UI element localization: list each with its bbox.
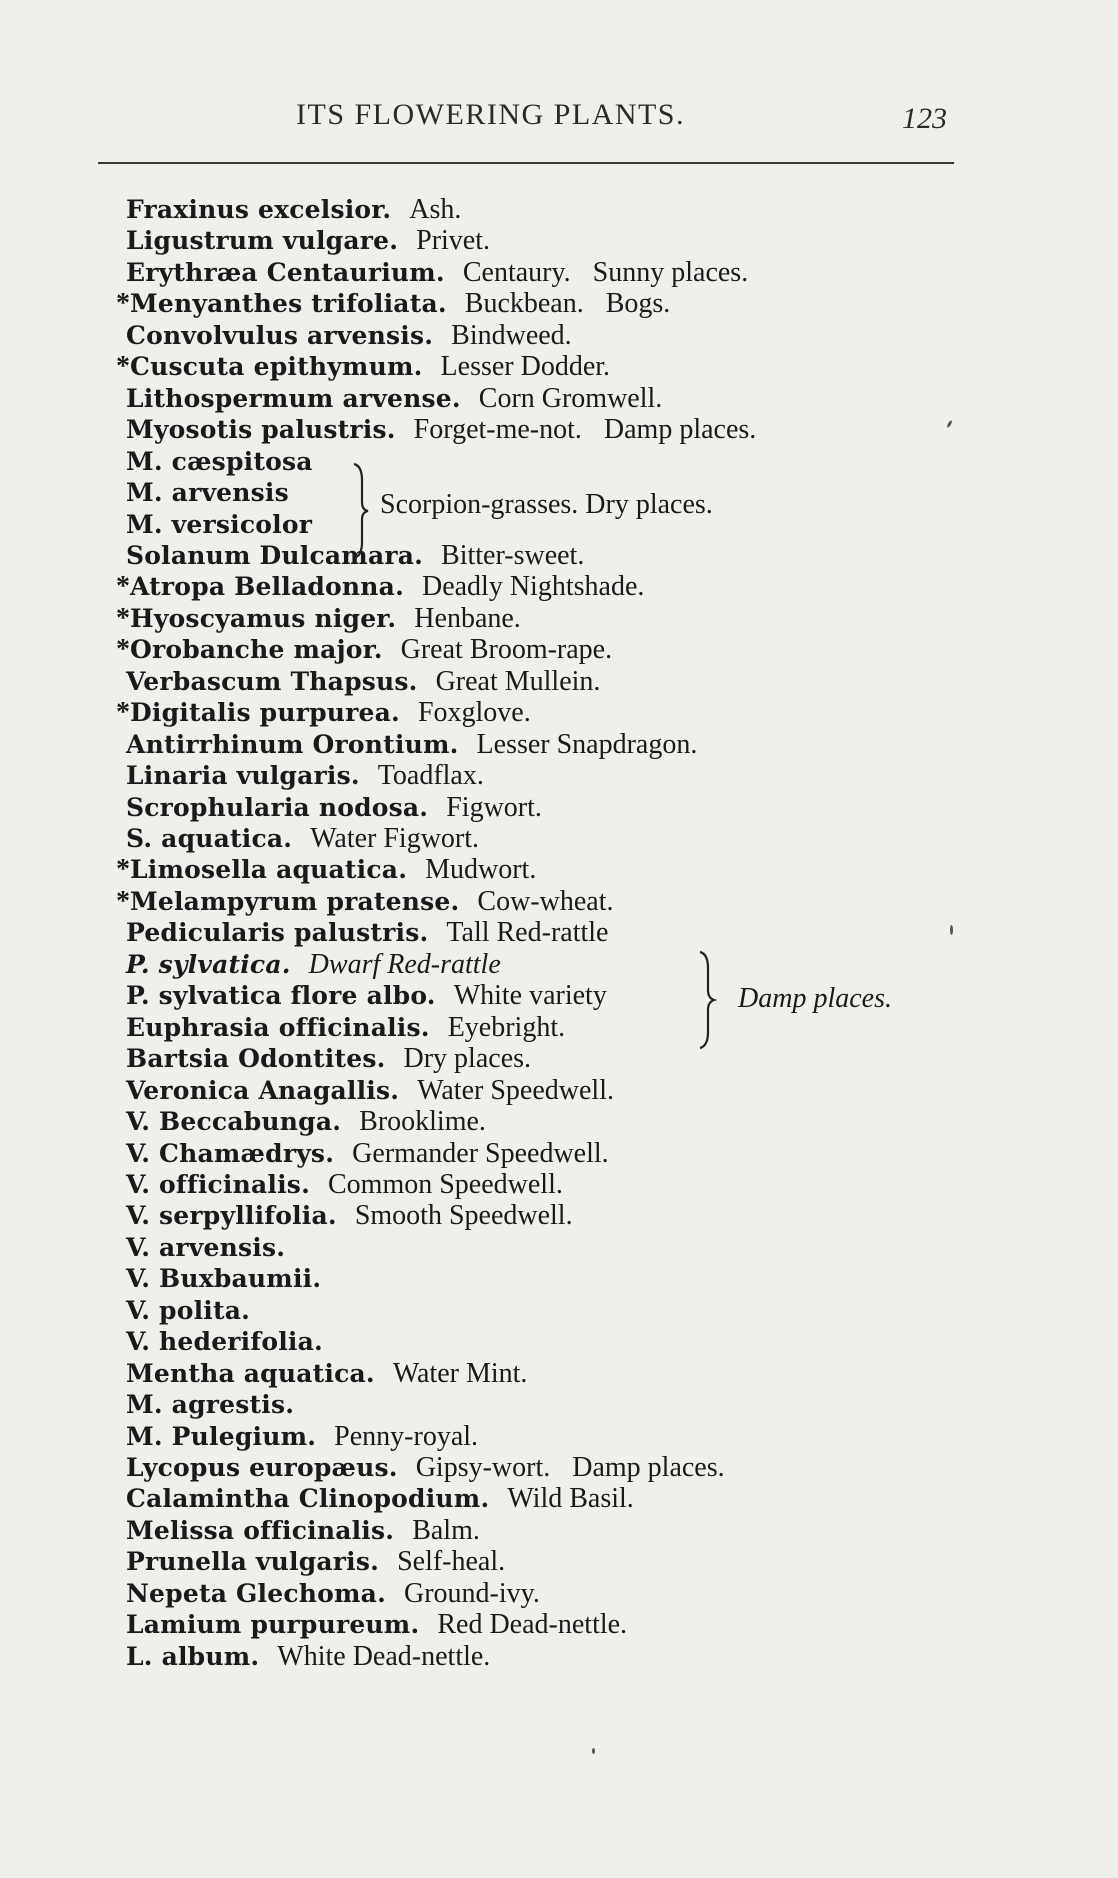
plant-entry — [126, 1389, 294, 1421]
print-speck — [950, 925, 953, 935]
common-name: Ash. — [409, 194, 462, 225]
common-name: Lesser Dodder. — [440, 351, 611, 383]
scientific-name: Euphrasia officinalis. — [126, 1012, 430, 1042]
scientific-name: Linaria vulgaris. — [126, 761, 360, 791]
common-name: Foxglove. — [417, 697, 531, 729]
common-name: Water Speedwell. — [417, 1074, 614, 1106]
common-name: Common Speedwell. — [327, 1168, 563, 1200]
native-marker: * — [116, 854, 130, 886]
native-marker: * — [116, 351, 130, 383]
plant-entry — [126, 446, 313, 478]
common-name: Wild Basil. — [507, 1483, 634, 1515]
plant-entry — [126, 1232, 285, 1264]
plant-entry — [126, 1138, 609, 1170]
common-name: Eyebright. — [447, 1011, 566, 1043]
plant-entry — [126, 1515, 480, 1547]
plant-entry — [126, 1043, 531, 1075]
common-name: White Dead-nettle. — [277, 1640, 491, 1672]
common-name: Mudwort. — [425, 854, 537, 886]
scientific-name: M. agrestis. — [126, 1390, 295, 1420]
plant-entry — [126, 1641, 490, 1673]
plant-entry — [126, 1263, 321, 1295]
scientific-name: M. arvensis — [126, 478, 289, 508]
scientific-name: Lamium purpureum. — [126, 1610, 420, 1640]
plant-entry — [126, 1295, 250, 1327]
plant-entry — [126, 1200, 573, 1232]
scientific-name: V. serpyllifolia. — [126, 1201, 337, 1231]
plant-entry — [126, 1421, 478, 1453]
scientific-name: V. Beccabunga. — [126, 1107, 342, 1137]
plant-entry — [126, 383, 662, 415]
common-name: White variety — [453, 980, 607, 1012]
scientific-name: Convolvulus arvensis. — [126, 320, 434, 350]
common-name: Great Broom-rape. — [400, 634, 613, 666]
plant-entry — [126, 194, 461, 226]
common-name: Figwort. — [446, 791, 542, 823]
scientific-name: V. polita. — [126, 1295, 251, 1325]
scientific-name: Melampyrum pratense. — [130, 886, 460, 916]
scientific-name: Myosotis palustris. — [126, 415, 396, 445]
plant-entry — [116, 885, 614, 918]
header-rule — [98, 162, 954, 164]
common-name: Water Figwort. — [310, 823, 480, 854]
scientific-name: Mentha aquatica. — [126, 1358, 375, 1388]
habitat-note: Sunny places. — [592, 256, 749, 288]
plant-entry — [116, 854, 537, 886]
print-speck — [592, 1748, 595, 1754]
plant-entry — [126, 1106, 486, 1138]
common-name: Water Mint. — [392, 1357, 528, 1389]
scientific-name: Scrophularia nodosa. — [126, 792, 429, 822]
plant-entry — [126, 1452, 725, 1484]
scientific-name: M. Pulegium. — [126, 1421, 317, 1451]
plant-entry — [126, 1075, 614, 1107]
scientific-name: M. cæspitosa — [126, 446, 313, 476]
scientific-name: Fraxinus excelsior. — [126, 195, 392, 224]
scientific-name: Verbascum Thapsus. — [126, 666, 418, 696]
native-marker: * — [116, 571, 130, 603]
plant-entry — [116, 288, 671, 320]
scorpion-brace — [350, 462, 370, 560]
plant-entry — [126, 414, 756, 446]
common-name: Dry places. — [403, 1043, 532, 1075]
plant-entry — [126, 1483, 634, 1515]
scientific-name: Digitalis purpurea. — [130, 698, 400, 728]
plant-entry — [126, 225, 490, 257]
plant-entry — [116, 571, 645, 603]
scientific-name: P. sylvatica flore albo. — [126, 981, 436, 1011]
native-marker: * — [116, 634, 130, 666]
plant-entry — [116, 697, 531, 729]
common-name: Balm. — [412, 1514, 480, 1546]
common-name: Toadflax. — [377, 760, 484, 792]
plant-entry — [126, 729, 697, 761]
scientific-name: Antirrhinum Orontium. — [126, 729, 459, 759]
scientific-name: V. Chamædrys. — [126, 1138, 335, 1168]
common-name: Red Dead-nettle. — [437, 1609, 628, 1641]
scientific-name: V. officinalis. — [126, 1169, 310, 1199]
scorpion-bracket-label: Scorpion-grasses. Dry places. — [380, 489, 713, 520]
scientific-name: Nepeta Glechoma. — [126, 1578, 386, 1608]
native-marker: * — [116, 697, 130, 729]
common-name: Bindweed. — [451, 319, 572, 351]
plant-entry — [126, 1169, 563, 1201]
common-name: Smooth Speedwell. — [354, 1200, 573, 1232]
plant-entry — [126, 823, 479, 855]
plant-entry — [126, 509, 312, 541]
plant-entry — [126, 1326, 323, 1358]
common-name: Dwarf Red-rattle — [308, 948, 501, 980]
plant-entry — [116, 351, 611, 383]
common-name: Ground-ivy. — [403, 1577, 540, 1609]
plant-entry — [126, 792, 542, 824]
common-name: Penny-royal. — [334, 1420, 479, 1452]
plant-entry — [126, 477, 289, 509]
plant-entry — [126, 257, 748, 289]
scientific-name: M. versicolor — [126, 509, 313, 539]
scientific-name: Atropa Belladonna. — [130, 572, 404, 602]
scientific-name: Pedicularis palustris. — [126, 918, 429, 948]
scientific-name: Bartsia Odontites. — [126, 1044, 386, 1074]
plant-entry — [126, 949, 501, 981]
scientific-name: Hyoscyamus niger. — [130, 603, 397, 633]
common-name: Brooklime. — [359, 1106, 486, 1138]
common-name: Privet. — [416, 225, 491, 257]
common-name: Forget-me-not. — [413, 414, 582, 446]
plant-entry — [126, 1609, 627, 1641]
scientific-name: Cuscuta epithymum. — [130, 352, 423, 382]
scientific-name: Melissa officinalis. — [126, 1515, 395, 1545]
plant-entry — [126, 1546, 505, 1578]
plant-entry — [126, 666, 600, 698]
plant-entry — [126, 980, 607, 1012]
scientific-name: P. sylvatica. — [126, 949, 291, 979]
scientific-name: V. arvensis. — [126, 1232, 286, 1262]
plant-entry — [116, 602, 521, 635]
page-number: 123 — [902, 102, 947, 135]
common-name: Deadly Nightshade. — [421, 571, 645, 603]
rattle-brace — [696, 950, 718, 1050]
scientific-name: Solanum Dulcamara. — [126, 540, 424, 570]
habitat-note: Damp places. — [572, 1452, 725, 1483]
plant-entry — [116, 634, 613, 666]
plant-entry — [126, 320, 572, 352]
common-name: Gipsy-wort. — [415, 1452, 551, 1483]
print-speck — [946, 420, 953, 428]
common-name: Germander Speedwell. — [352, 1137, 609, 1169]
common-name: Corn Gromwell. — [478, 382, 663, 414]
scientific-name: Ligustrum vulgare. — [126, 226, 399, 256]
common-name: Buckbean. — [464, 288, 584, 320]
native-marker: * — [116, 885, 130, 917]
scientific-name: Lycopus europæus. — [126, 1453, 398, 1482]
plant-entry — [126, 760, 484, 792]
scientific-name: Menyanthes trifoliata. — [130, 289, 447, 319]
plant-entry — [126, 1012, 565, 1044]
common-name: Bitter-sweet. — [441, 539, 585, 571]
common-name: Tall Red-rattle — [446, 917, 609, 949]
common-name: Henbane. — [414, 602, 521, 634]
scientific-name: S. aquatica. — [126, 824, 293, 853]
rattle-bracket-label: Damp places. — [738, 983, 892, 1014]
running-header: ITS FLOWERING PLANTS. — [296, 98, 685, 131]
scientific-name: L. album. — [126, 1641, 260, 1671]
common-name: Great Mullein. — [435, 665, 601, 697]
common-name: Self-heal. — [397, 1546, 506, 1578]
scientific-name: Erythræa Centaurium. — [126, 257, 445, 287]
scientific-name: Lithospermum arvense. — [126, 383, 461, 413]
habitat-note: Damp places. — [603, 414, 757, 446]
scientific-name: V. Buxbaumii. — [126, 1264, 322, 1294]
native-marker: * — [116, 288, 130, 320]
plant-entry — [126, 1358, 527, 1390]
common-name: Cow-wheat. — [477, 885, 614, 917]
scientific-name: Calamintha Clinopodium. — [126, 1484, 490, 1514]
native-marker: * — [116, 602, 130, 634]
scientific-name: Prunella vulgaris. — [126, 1547, 380, 1577]
habitat-note: Bogs. — [605, 288, 671, 320]
plant-entry — [126, 1578, 540, 1610]
scientific-name: Veronica Anagallis. — [126, 1075, 400, 1105]
plant-entry — [126, 917, 608, 949]
common-name: Lesser Snapdragon. — [476, 728, 698, 760]
scientific-name: V. hederifolia. — [126, 1327, 323, 1357]
scientific-name: Limosella aquatica. — [130, 855, 408, 885]
common-name: Centaury. — [462, 256, 571, 288]
scientific-name: Orobanche major. — [130, 635, 383, 665]
